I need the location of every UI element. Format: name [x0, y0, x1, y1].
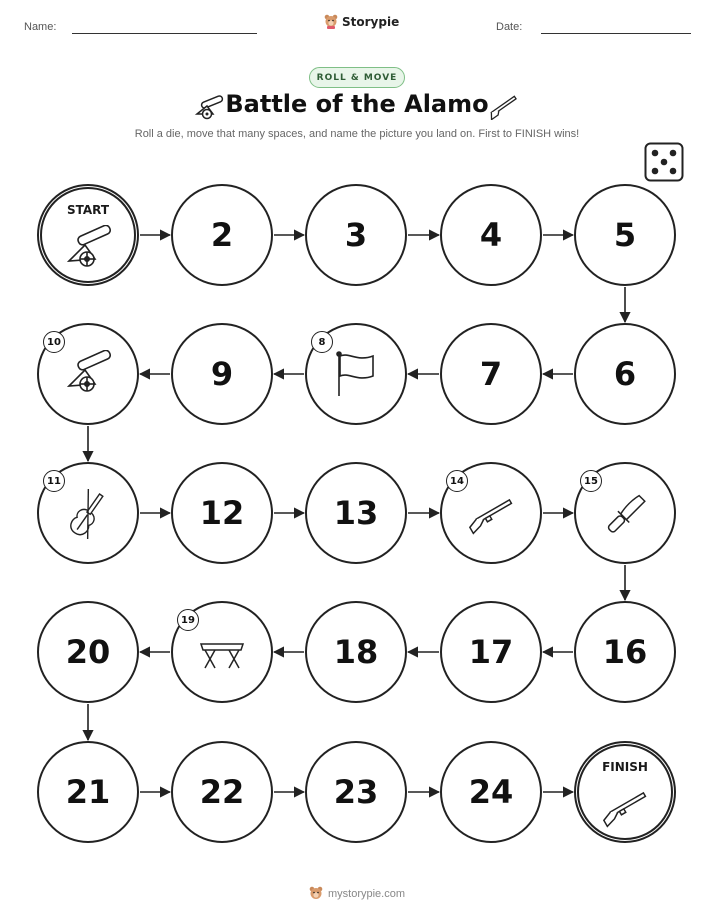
- name-label: Name:: [24, 21, 57, 33]
- name-line[interactable]: [72, 33, 257, 34]
- cot-icon: [197, 628, 247, 678]
- space-number: 5: [613, 216, 637, 254]
- board-space-17[interactable]: [440, 601, 542, 703]
- finish-label: FINISH: [602, 760, 648, 774]
- finish-space[interactable]: [574, 741, 676, 843]
- space-number-badge: 15: [580, 470, 602, 492]
- space-number-badge: 19: [177, 609, 199, 631]
- footer: [0, 886, 714, 901]
- board-space-22[interactable]: [171, 741, 273, 843]
- page-title: [0, 90, 714, 118]
- date-label: Date:: [496, 21, 523, 33]
- board-space-4[interactable]: [440, 184, 542, 286]
- space-number: 4: [479, 216, 503, 254]
- space-number: 18: [333, 633, 379, 671]
- instructions: Roll a die, move that many spaces, and name the picture you land on. First to FINISH wins!: [134, 128, 580, 140]
- board-space-24[interactable]: [440, 741, 542, 843]
- space-number-badge: 10: [43, 331, 65, 353]
- board-space-12[interactable]: [171, 462, 273, 564]
- space-number-badge: 8: [311, 331, 333, 353]
- flag-icon: [331, 350, 381, 400]
- space-number: 22: [199, 773, 245, 811]
- space-number: 24: [468, 773, 514, 811]
- board-space-5[interactable]: [574, 184, 676, 286]
- dice-icon: [644, 142, 684, 182]
- board-space-18[interactable]: [305, 601, 407, 703]
- brand-name: Storypie: [342, 14, 400, 29]
- space-number: 2: [210, 216, 234, 254]
- footer-url[interactable]: mystorypie.com: [327, 887, 406, 900]
- rifle-icon: [466, 489, 516, 539]
- space-number: 20: [65, 633, 111, 671]
- space-number: 23: [333, 773, 379, 811]
- space-number: 3: [344, 216, 368, 254]
- space-number: 17: [468, 633, 514, 671]
- board-space-9[interactable]: [171, 323, 273, 425]
- board-space-20[interactable]: [37, 601, 139, 703]
- board-space-16[interactable]: [574, 601, 676, 703]
- cannon-icon: [63, 350, 113, 400]
- start-label: START: [66, 203, 110, 217]
- space-number: 16: [602, 633, 648, 671]
- board-space-7[interactable]: [440, 323, 542, 425]
- cannon-icon: [63, 225, 113, 275]
- start-space[interactable]: [37, 184, 139, 286]
- space-number-badge: 11: [43, 470, 65, 492]
- board-space-23[interactable]: [305, 741, 407, 843]
- space-number: 9: [210, 355, 234, 393]
- space-number-badge: 14: [446, 470, 468, 492]
- space-number: 12: [199, 494, 245, 532]
- game-type-badge: ROLL & MOVE: [309, 67, 405, 88]
- space-number: 13: [333, 494, 379, 532]
- brand-logo: [324, 14, 399, 29]
- board-space-13[interactable]: [305, 462, 407, 564]
- fiddle-icon: [63, 489, 113, 539]
- bowie-knife-icon: [600, 489, 650, 539]
- date-line[interactable]: [541, 33, 691, 34]
- board-space-6[interactable]: [574, 323, 676, 425]
- space-number: 6: [613, 355, 637, 393]
- board-space-2[interactable]: [171, 184, 273, 286]
- space-number: 21: [65, 773, 111, 811]
- title-text: Battle of the Alamo: [225, 90, 489, 118]
- title-cannon-icon: [193, 94, 225, 120]
- board-space-3[interactable]: [305, 184, 407, 286]
- bear-mascot-icon: [324, 14, 338, 29]
- title-rifle-icon: [488, 92, 520, 120]
- board-space-21[interactable]: [37, 741, 139, 843]
- footer-bear-icon: [309, 886, 323, 901]
- space-number: 7: [479, 355, 503, 393]
- rifle-icon: [600, 782, 650, 832]
